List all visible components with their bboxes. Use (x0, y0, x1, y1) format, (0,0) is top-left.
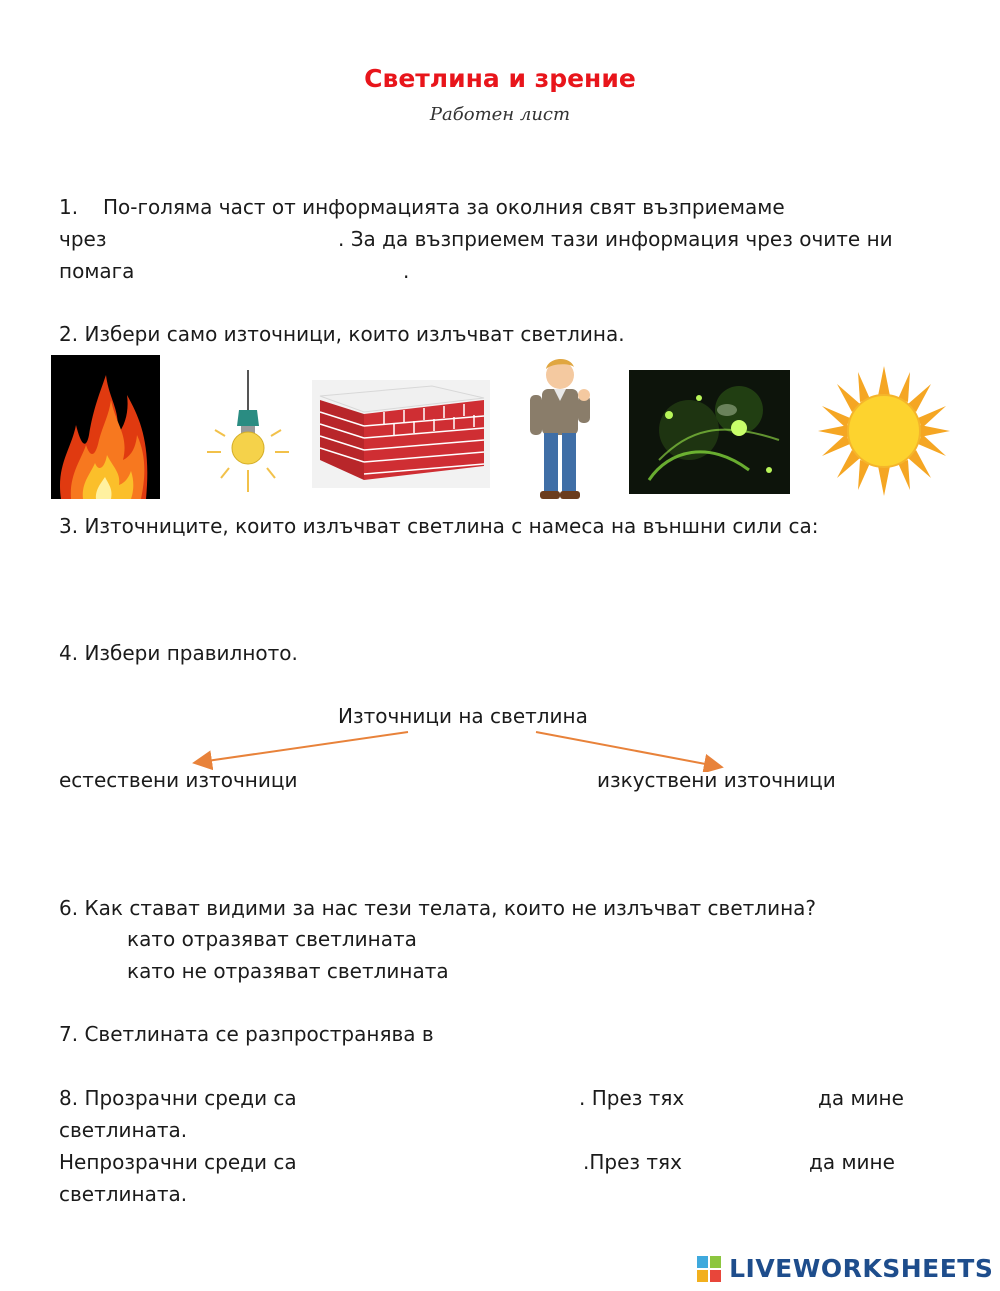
sun-image[interactable] (818, 366, 950, 496)
q7-answer-blank[interactable] (440, 1020, 740, 1046)
q6-text: 6. Как стават видими за нас тези телата, които не излъчват светлина? (59, 896, 817, 920)
brick-wall-image[interactable] (312, 380, 490, 488)
q4-right-label[interactable]: изкуствени източници (597, 768, 836, 792)
man-image[interactable] (522, 355, 596, 500)
q4-arrows (190, 724, 730, 772)
q4-left-label[interactable]: естествени източници (59, 768, 298, 792)
q8-answer-blank-1[interactable] (312, 1084, 576, 1110)
q8-line1-start: 8. Прозрачни среди са (59, 1086, 297, 1110)
q8-line3-mid: .През тях (583, 1150, 682, 1174)
logo-icon (697, 1256, 721, 1282)
q8-answer-blank-2[interactable] (695, 1084, 813, 1110)
q1-number: 1. (59, 195, 79, 219)
q6-option-1[interactable]: като отразяват светлината (127, 927, 417, 951)
q2-text: 2. Избери само източници, които излъчват светлина. (59, 322, 625, 346)
left-arrow (200, 732, 408, 762)
q3-text: 3. Източниците, които излъчват светлина с намеса на външни сили са: (59, 514, 819, 538)
fire-image[interactable] (51, 355, 160, 499)
right-arrow (536, 732, 716, 766)
q1-line2-end: . За да възприемем тази информация чрез очите ни (338, 227, 893, 251)
q1-answer-blank-2[interactable] (140, 257, 402, 283)
q8-answer-blank-3[interactable] (312, 1148, 578, 1174)
page-subtitle: Работен лист (429, 104, 571, 125)
q8-line2: светлината. (59, 1118, 188, 1142)
light-bulb-image[interactable] (203, 370, 293, 498)
q4-text: 4. Избери правилното. (59, 641, 298, 665)
q7-text: 7. Светлината се разпространява в (59, 1022, 434, 1046)
q8-answer-blank-4[interactable] (692, 1148, 804, 1174)
liveworksheets-logo (697, 1254, 993, 1286)
q8-line4: светлината. (59, 1182, 188, 1206)
q4-center-label: Източници на светлина (338, 704, 588, 728)
q1-line2-start: чрез (59, 227, 107, 251)
q1-answer-blank-1[interactable] (108, 225, 336, 251)
q1-line1: По-голяма част от информацията за околния свят възприемаме (103, 195, 785, 219)
q6-option-2[interactable]: като не отразяват светлината (127, 959, 449, 983)
q8-line3-start: Непрозрачни среди са (59, 1150, 297, 1174)
q1-line3-end: . (403, 259, 410, 283)
logo-text: LIVEWORKSHEETS (729, 1254, 994, 1283)
q8-line3-end: да мине (809, 1150, 895, 1174)
q1-line3-start: помага (59, 259, 135, 283)
fireflies-image[interactable] (629, 370, 790, 494)
page-title: Светлина и зрение (364, 64, 636, 93)
q8-line1-mid: . През тях (579, 1086, 685, 1110)
q8-line1-end: да мине (818, 1086, 904, 1110)
